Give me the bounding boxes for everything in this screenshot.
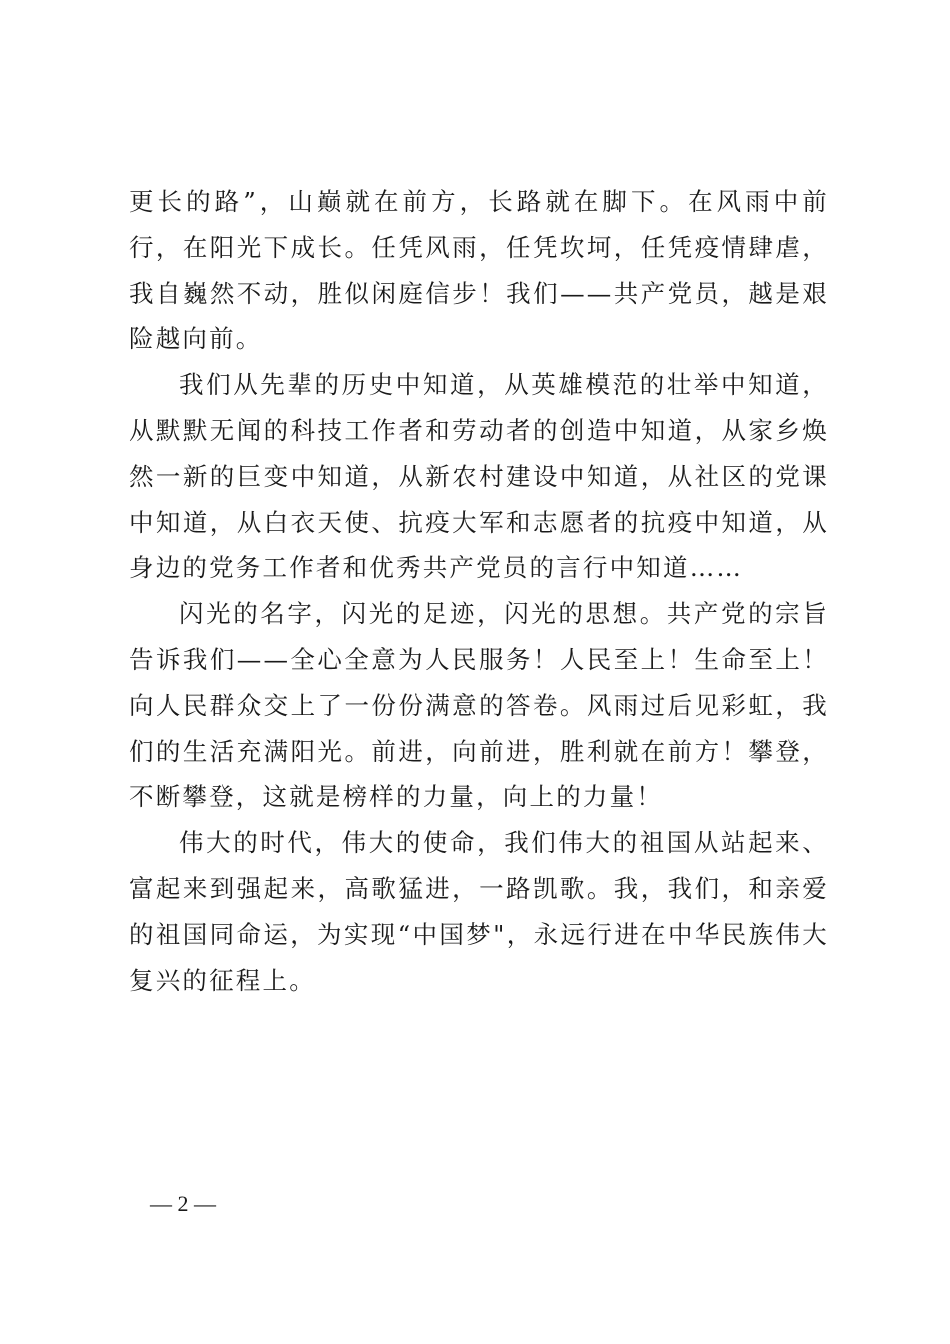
paragraph-2: 我们从先辈的历史中知道，从英雄模范的壮举中知道，从默默无闻的科技工作者和劳动者的创造中知道，从家乡焕然一新的巨变中知道，从新农村建设中知道，从社区的党课中知道，从白衣天使、抗疫大军和志愿者的抗疫中知道，从身边的党务工作者和优秀共产党员的言行中知道…… <box>129 370 829 583</box>
paragraph-1: 更长的路”，山巅就在前方，长路就在脚下。在风雨中前行，在阳光下成长。任凭风雨，任凭坎坷，任凭疫情肆虐，我自巍然不动，胜似闲庭信步！我们——共产党员，越是艰险越向前。 <box>129 187 829 354</box>
body-text <box>129 179 829 1003</box>
page-number: — 2 — <box>150 1191 216 1216</box>
paragraph-4: 伟大的时代，伟大的使命，我们伟大的祖国从站起来、富起来到强起来，高歌猛进，一路凯歌。我，我们，和亲爱的祖国同命运，为实现“中国梦"，永远行进在中华民族伟大复兴的征程上。 <box>129 828 829 995</box>
paragraph-3: 闪光的名字，闪光的足迹，闪光的思想。共产党的宗旨告诉我们——全心全意为人民服务！人民至上！生命至上！向人民群众交上了一份份满意的答卷。风雨过后见彩虹，我们的生活充满阳光。前进，向前进，胜利就在前方！攀登，不断攀登，这就是榜样的力量，向上的力量！ <box>129 599 829 812</box>
